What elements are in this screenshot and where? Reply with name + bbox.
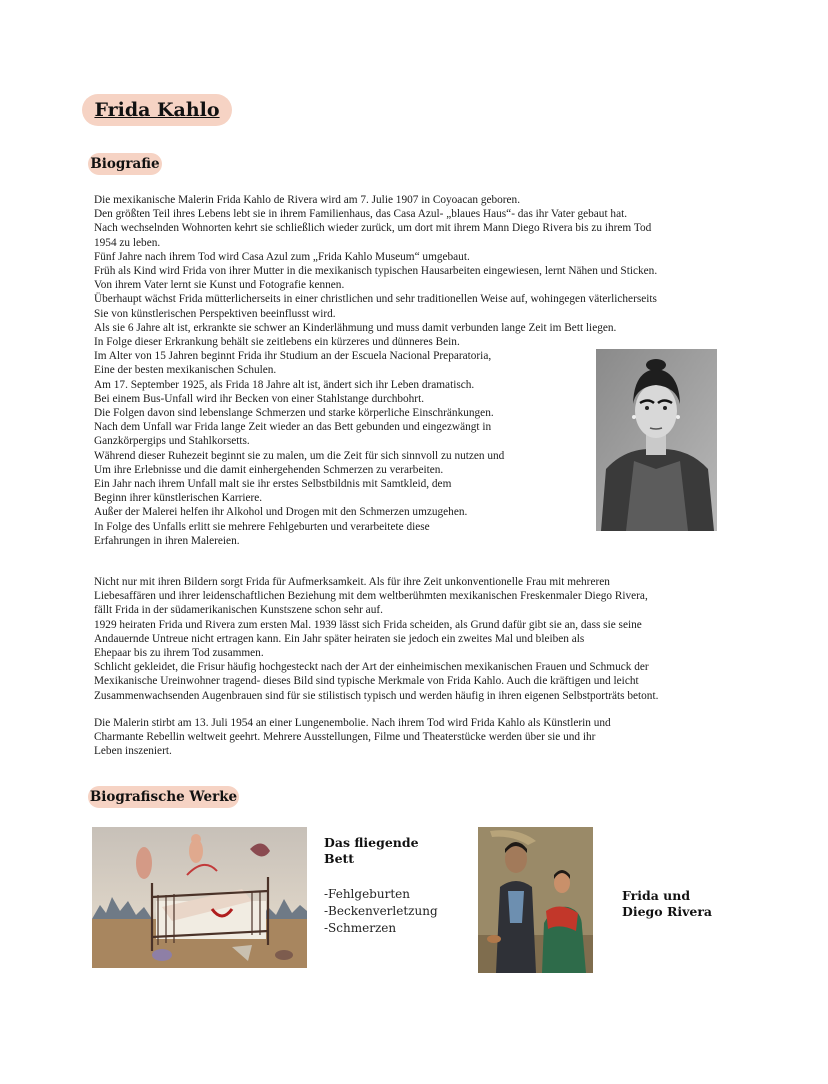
text-line: Beginn ihrer künstlerischen Karriere. [94,492,263,505]
text-line: Die Malerin stirbt am 13. Juli 1954 an einer Lungenembolie. Nach ihrem Tod wird Frida Kahlo als Künstlerin und [94,717,611,729]
biography-paragraph [94,193,657,548]
frida-and-diego-painting [478,827,593,973]
text-line: Schlicht gekleidet, die Frisur häufig hochgesteckt nach der Art der einheimischen mexikanischen Frauen und Schmuck der [94,661,649,674]
frida-and-diego-title [622,888,742,920]
frida-and-diego-title-line: Diego Rivera [622,904,713,919]
text-line: Außer der Malerei helfen ihr Alkohol und Drogen mit den Schmerzen umzugehen. [94,506,468,519]
text-line: Im Alter von 15 Jahren beginnt Frida ihr Studium an der Escuela Nacional Preparatoria, [94,350,492,363]
text-line: Überhaupt wächst Frida mütterlicherseits in einer christlichen und sehr traditionellen Weise auf, wohingegen väterlicherseits [94,293,657,306]
text-line: Andauernde Untreue nicht ertragen kann. Ein Jahr später heiraten sie jedoch ein zweites Mal und bleiben als [94,632,585,645]
death-paragraph [94,716,611,759]
text-line: Eine der besten mexikanischen Schulen. [94,364,277,377]
text-line: In Folge dieser Erkrankung behält sie zeitlebens ein kürzeres und dünneres Bein. [94,336,460,349]
text-line: Von ihrem Vater lernt sie Kunst und Fotografie kennen. [94,279,345,292]
text-line: Ganzkörpergips und Stahlkorsetts. [94,435,250,448]
text-line: Als sie 6 Jahre alt ist, erkrankte sie schwer an Kinderlähmung und muss damit verbunden lange Zeit im Bett liegen. [94,321,617,334]
note-item: -Schmerzen [324,921,397,935]
text-line: Fünf Jahre nach ihrem Tod wird Casa Azul zum „Frida Kahlo Museum“ umgebaut. [94,250,470,263]
text-line: fällt Frida in der südamerikanischen Kunstszene schon sehr auf. [94,604,383,617]
text-line: Nicht nur mit ihren Bildern sorgt Frida für Aufmerksamkeit. Als für ihre Zeit unkonventionelle Frau mit mehreren [94,576,610,588]
text-line: Nach dem Unfall war Frida lange Zeit wieder an das Bett gebunden und eingezwängt in [94,421,492,434]
text-line: Leben inszeniert. [94,745,172,758]
flying-bed-painting [92,827,307,968]
text-line: 1929 heiraten Frida und Rivera zum ersten Mal. 1939 lässt sich Frida scheiden, als Grund dafür gibt sie an, dass sie seine [94,618,642,631]
text-line: In Folge des Unfalls erlitt sie mehrere Fehlgeburten und verarbeitete diese [94,520,430,533]
text-line: Während dieser Ruhezeit beginnt sie zu malen, um die Zeit für sich sinnvoll zu nutzen und [94,449,505,462]
note-item: -Fehlgeburten [324,887,410,901]
flying-bed-title [324,835,444,867]
text-line: Die Folgen davon sind lebenslange Schmerzen und starke körperliche Einschränkungen. [94,407,494,420]
text-line: Zusammenwachsenden Augenbrauen sind für sie stilistisch typisch und werden häufig in ihren eigenen Selbstporträts betont. [94,689,659,702]
text-line: Am 17. September 1925, als Frida 18 Jahre alt ist, ändert sich ihr Leben dramatisch. [94,378,475,391]
text-line: Mexikanische Ureinwohner tragend- dieses Bild sind typische Merkmale von Frida Kahlo. Auch die kräftigen und leicht [94,675,639,688]
page-title: Frida Kahlo [82,94,232,126]
biography-heading: Biografie [88,153,162,175]
flying-bed-title-line: Bett [324,851,355,866]
text-line: Um ihre Erlebnisse und die damit einhergehenden Schmerzen zu verarbeiten. [94,463,444,476]
text-line: Charmante Rebellin weltweit geehrt. Mehrere Ausstellungen, Filme und Theaterstücke werden über sie und ihr [94,731,596,744]
works-heading: Biografische Werke [88,786,239,808]
text-line: 1954 zu leben. [94,236,161,249]
frida-portrait-photo [596,349,717,531]
flying-bed-title-line: Das fliegende [324,835,419,850]
text-line: Früh als Kind wird Frida von ihrer Mutter in die mexikanisch typischen Hausarbeiten eingewiesen, lernt Nähen und Sticken. [94,265,658,278]
text-line: Ehepaar bis zu ihrem Tod zusammen. [94,647,264,660]
flying-bed-notes [324,886,438,937]
text-line: Liebesaffären und ihrer leidenschaftlichen Beziehung mit dem weltberühmten mexikanischen Freskenmaler Diego Rivera, [94,590,648,603]
note-item: -Beckenverletzung [324,904,438,918]
text-line: Bei einem Bus-Unfall wird ihr Becken von einer Stahlstange durchbohrt. [94,392,425,405]
relationship-paragraph [94,575,658,703]
text-line: Ein Jahr nach ihrem Unfall malt sie ihr erstes Selbstbildnis mit Samtkleid, dem [94,478,452,491]
text-line: Den größten Teil ihres Lebens lebt sie in ihrem Familienhaus, das Casa Azul- „blaues Haus“- das ihr Vater gebaut hat. [94,208,628,221]
text-line: Sie von künstlerischen Perspektiven beeinflusst wird. [94,307,336,320]
text-line: Nach wechselnden Wohnorten kehrt sie schließlich wieder zurück, um dort mit ihrem Mann Diego Rivera bis zu ihrem Tod [94,222,652,235]
text-line: Erfahrungen in ihren Malereien. [94,534,240,547]
frida-and-diego-title-line: Frida und [622,888,691,903]
text-line: Die mexikanische Malerin Frida Kahlo de Rivera wird am 7. Julie 1907 in Coyoacan geboren. [94,194,521,206]
